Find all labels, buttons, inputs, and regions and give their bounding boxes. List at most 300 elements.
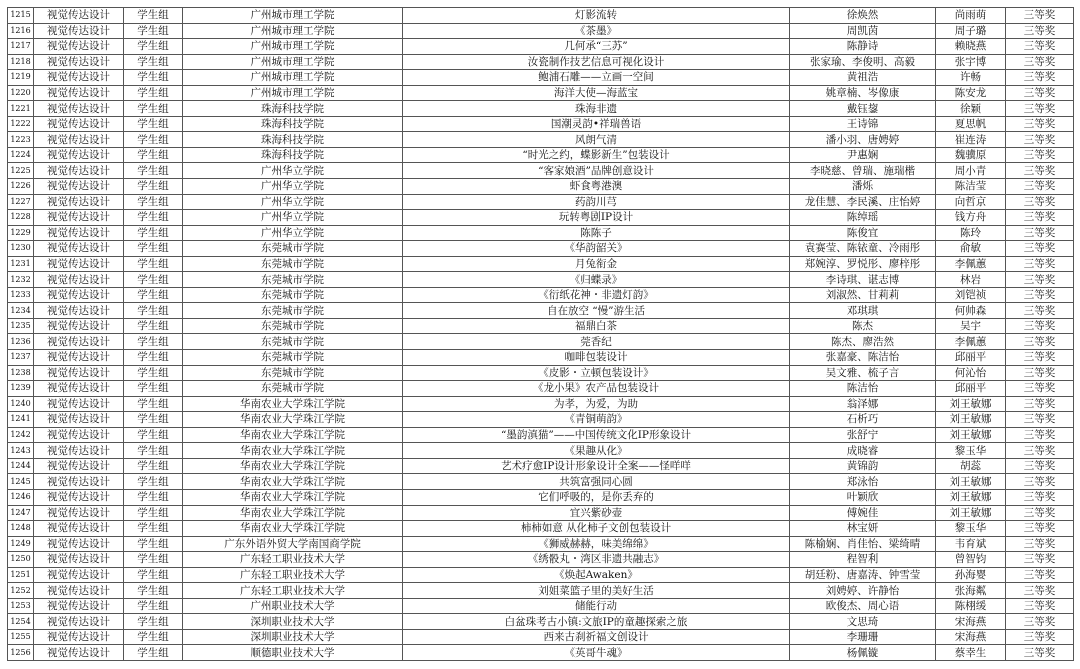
table-row — [8, 210, 1074, 226]
cell-group: 学生组 — [124, 396, 183, 412]
cell-category: 视觉传达设计 — [34, 645, 124, 661]
cell-category: 视觉传达设计 — [34, 458, 124, 474]
cell-group: 学生组 — [124, 241, 183, 257]
cell-group: 学生组 — [124, 412, 183, 428]
cell-award: 三等奖 — [1006, 210, 1074, 226]
cell-number: 1227 — [8, 194, 34, 210]
cell-advisor: 孙海婴 — [936, 567, 1006, 583]
cell-group: 学生组 — [124, 598, 183, 614]
cell-work-title: 宜兴紫砂壶 — [403, 505, 790, 521]
cell-school: 华南农业大学珠江学院 — [183, 458, 403, 474]
cell-work-title: “墨韵滇猫”——中国传统文化IP形象设计 — [403, 427, 790, 443]
cell-advisor: 张海粼 — [936, 583, 1006, 599]
cell-number: 1255 — [8, 629, 34, 645]
cell-number: 1256 — [8, 645, 34, 661]
cell-number: 1242 — [8, 427, 34, 443]
table-row — [8, 365, 1074, 381]
cell-category: 视觉传达设计 — [34, 54, 124, 70]
table-row — [8, 443, 1074, 459]
cell-work-title: 储能行动 — [403, 598, 790, 614]
cell-group: 学生组 — [124, 474, 183, 490]
cell-award: 三等奖 — [1006, 412, 1074, 428]
cell-award: 三等奖 — [1006, 489, 1074, 505]
cell-authors: 叶颖欣 — [790, 489, 936, 505]
cell-school: 东莞城市学院 — [183, 334, 403, 350]
cell-work-title: 珠海非遗 — [403, 101, 790, 117]
cell-school: 广东轻工职业技术大学 — [183, 567, 403, 583]
cell-school: 珠海科技学院 — [183, 101, 403, 117]
cell-award: 三等奖 — [1006, 381, 1074, 397]
cell-group: 学生组 — [124, 132, 183, 148]
cell-school: 华南农业大学珠江学院 — [183, 443, 403, 459]
cell-advisor: 林岩 — [936, 272, 1006, 288]
cell-award: 三等奖 — [1006, 614, 1074, 630]
cell-award: 三等奖 — [1006, 23, 1074, 39]
cell-authors: 袁赛莹、陈铱童、冷雨彤 — [790, 241, 936, 257]
cell-authors: 傅婉佳 — [790, 505, 936, 521]
table-row — [8, 458, 1074, 474]
cell-award: 三等奖 — [1006, 583, 1074, 599]
cell-number: 1244 — [8, 458, 34, 474]
cell-work-title: 《焕起Awaken》 — [403, 567, 790, 583]
cell-authors: 黄锦韵 — [790, 458, 936, 474]
cell-group: 学生组 — [124, 552, 183, 568]
cell-category: 视觉传达设计 — [34, 318, 124, 334]
table-row — [8, 412, 1074, 428]
cell-group: 学生组 — [124, 318, 183, 334]
cell-work-title: 陈陈子 — [403, 225, 790, 241]
cell-authors: 李晓慈、曾瑞、施瑞楷 — [790, 163, 936, 179]
table-row — [8, 39, 1074, 55]
cell-advisor: 刘王敏娜 — [936, 489, 1006, 505]
cell-school: 广州城市理工学院 — [183, 39, 403, 55]
cell-number: 1251 — [8, 567, 34, 583]
cell-group: 学生组 — [124, 303, 183, 319]
cell-authors: 邓琪琪 — [790, 303, 936, 319]
table-row — [8, 505, 1074, 521]
cell-category: 视觉传达设计 — [34, 23, 124, 39]
cell-advisor: 曾智钧 — [936, 552, 1006, 568]
cell-authors: 陈静诗 — [790, 39, 936, 55]
cell-award: 三等奖 — [1006, 85, 1074, 101]
cell-school: 东莞城市学院 — [183, 365, 403, 381]
cell-number: 1253 — [8, 598, 34, 614]
cell-work-title: 《归蝶录》 — [403, 272, 790, 288]
cell-group: 学生组 — [124, 272, 183, 288]
cell-number: 1230 — [8, 241, 34, 257]
cell-authors: 刘淑然、甘莉莉 — [790, 287, 936, 303]
cell-school: 东莞城市学院 — [183, 256, 403, 272]
cell-authors: 程智利 — [790, 552, 936, 568]
cell-school: 广东外语外贸大学南国商学院 — [183, 536, 403, 552]
cell-award: 三等奖 — [1006, 287, 1074, 303]
cell-award: 三等奖 — [1006, 101, 1074, 117]
cell-school: 广州华立学院 — [183, 179, 403, 195]
cell-authors: 陈洁怡 — [790, 381, 936, 397]
cell-number: 1247 — [8, 505, 34, 521]
table-row — [8, 70, 1074, 86]
cell-advisor: 夏思帆 — [936, 116, 1006, 132]
cell-advisor: 黎玉华 — [936, 443, 1006, 459]
cell-category: 视觉传达设计 — [34, 163, 124, 179]
table-row — [8, 645, 1074, 661]
cell-authors: 林宝妍 — [790, 521, 936, 537]
cell-school: 东莞城市学院 — [183, 303, 403, 319]
cell-number: 1231 — [8, 256, 34, 272]
table-row — [8, 225, 1074, 241]
cell-category: 视觉传达设计 — [34, 256, 124, 272]
cell-number: 1250 — [8, 552, 34, 568]
table-row — [8, 598, 1074, 614]
cell-group: 学生组 — [124, 536, 183, 552]
cell-award: 三等奖 — [1006, 163, 1074, 179]
cell-category: 视觉传达设计 — [34, 598, 124, 614]
table-row — [8, 23, 1074, 39]
cell-award: 三等奖 — [1006, 272, 1074, 288]
cell-work-title: 风朗气清 — [403, 132, 790, 148]
table-row — [8, 552, 1074, 568]
cell-work-title: 《茶墨》 — [403, 23, 790, 39]
cell-school: 东莞城市学院 — [183, 241, 403, 257]
table-row — [8, 303, 1074, 319]
cell-school: 深圳职业技术大学 — [183, 629, 403, 645]
cell-category: 视觉传达设计 — [34, 629, 124, 645]
cell-category: 视觉传达设计 — [34, 116, 124, 132]
table-row — [8, 396, 1074, 412]
cell-category: 视觉传达设计 — [34, 583, 124, 599]
cell-award: 三等奖 — [1006, 474, 1074, 490]
cell-award: 三等奖 — [1006, 8, 1074, 24]
cell-advisor: 崔连涛 — [936, 132, 1006, 148]
cell-number: 1252 — [8, 583, 34, 599]
cell-group: 学生组 — [124, 629, 183, 645]
cell-work-title: 西来古刹祈福文创设计 — [403, 629, 790, 645]
cell-group: 学生组 — [124, 458, 183, 474]
cell-school: 东莞城市学院 — [183, 318, 403, 334]
cell-number: 1241 — [8, 412, 34, 428]
table-row — [8, 427, 1074, 443]
cell-group: 学生组 — [124, 614, 183, 630]
table-row — [8, 147, 1074, 163]
cell-group: 学生组 — [124, 23, 183, 39]
cell-work-title: 《果趣从化》 — [403, 443, 790, 459]
cell-school: 华南农业大学珠江学院 — [183, 396, 403, 412]
cell-advisor: 向哲京 — [936, 194, 1006, 210]
cell-category: 视觉传达设计 — [34, 194, 124, 210]
cell-work-title: 《龙小果》农产品包装设计 — [403, 381, 790, 397]
table-row — [8, 116, 1074, 132]
cell-category: 视觉传达设计 — [34, 39, 124, 55]
cell-number: 1240 — [8, 396, 34, 412]
cell-category: 视觉传达设计 — [34, 287, 124, 303]
cell-category: 视觉传达设计 — [34, 443, 124, 459]
cell-award: 三等奖 — [1006, 70, 1074, 86]
table-row — [8, 583, 1074, 599]
cell-advisor: 邱丽平 — [936, 350, 1006, 366]
cell-group: 学生组 — [124, 287, 183, 303]
cell-school: 珠海科技学院 — [183, 116, 403, 132]
cell-school: 华南农业大学珠江学院 — [183, 412, 403, 428]
table-row — [8, 287, 1074, 303]
cell-authors: 张舒宁 — [790, 427, 936, 443]
cell-authors: 文思琦 — [790, 614, 936, 630]
cell-group: 学生组 — [124, 225, 183, 241]
cell-advisor: 陈玲 — [936, 225, 1006, 241]
cell-category: 视觉传达设计 — [34, 210, 124, 226]
cell-number: 1221 — [8, 101, 34, 117]
cell-award: 三等奖 — [1006, 54, 1074, 70]
cell-school: 广州职业技术大学 — [183, 598, 403, 614]
cell-category: 视觉传达设计 — [34, 396, 124, 412]
cell-award: 三等奖 — [1006, 443, 1074, 459]
cell-authors: 成晓睿 — [790, 443, 936, 459]
cell-work-title: 虾食粤港澳 — [403, 179, 790, 195]
cell-work-title: “客家娘酒”品牌创意设计 — [403, 163, 790, 179]
cell-category: 视觉传达设计 — [34, 412, 124, 428]
cell-group: 学生组 — [124, 381, 183, 397]
cell-award: 三等奖 — [1006, 552, 1074, 568]
cell-advisor: 刘王敏娜 — [936, 396, 1006, 412]
cell-authors: 李诗琪、谌志博 — [790, 272, 936, 288]
cell-authors: 李珊珊 — [790, 629, 936, 645]
cell-advisor: 张宇博 — [936, 54, 1006, 70]
cell-group: 学生组 — [124, 39, 183, 55]
cell-number: 1234 — [8, 303, 34, 319]
cell-advisor: 周子璐 — [936, 23, 1006, 39]
table-row — [8, 381, 1074, 397]
table-row — [8, 179, 1074, 195]
cell-number: 1215 — [8, 8, 34, 24]
cell-category: 视觉传达设计 — [34, 272, 124, 288]
cell-group: 学生组 — [124, 116, 183, 132]
table-row — [8, 132, 1074, 148]
cell-advisor: 刘王敏娜 — [936, 505, 1006, 521]
cell-work-title: 白盆珠考古小镇:文旅IP的童趣探索之旅 — [403, 614, 790, 630]
cell-number: 1239 — [8, 381, 34, 397]
cell-advisor: 陈安龙 — [936, 85, 1006, 101]
cell-category: 视觉传达设计 — [34, 8, 124, 24]
cell-authors: 石析巧 — [790, 412, 936, 428]
cell-category: 视觉传达设计 — [34, 334, 124, 350]
cell-advisor: 韦育斌 — [936, 536, 1006, 552]
cell-school: 东莞城市学院 — [183, 381, 403, 397]
cell-category: 视觉传达设计 — [34, 85, 124, 101]
cell-group: 学生组 — [124, 194, 183, 210]
cell-school: 珠海科技学院 — [183, 147, 403, 163]
cell-award: 三等奖 — [1006, 350, 1074, 366]
cell-category: 视觉传达设计 — [34, 381, 124, 397]
cell-school: 广州城市理工学院 — [183, 85, 403, 101]
cell-number: 1248 — [8, 521, 34, 537]
cell-school: 广州华立学院 — [183, 163, 403, 179]
cell-award: 三等奖 — [1006, 334, 1074, 350]
cell-work-title: 《绣骰丸・湾区非遗共融志》 — [403, 552, 790, 568]
cell-award: 三等奖 — [1006, 147, 1074, 163]
cell-number: 1232 — [8, 272, 34, 288]
cell-number: 1243 — [8, 443, 34, 459]
table-row — [8, 474, 1074, 490]
cell-advisor: 徐颖 — [936, 101, 1006, 117]
cell-award: 三等奖 — [1006, 567, 1074, 583]
cell-advisor: 尚雨萌 — [936, 8, 1006, 24]
cell-group: 学生组 — [124, 210, 183, 226]
cell-advisor: 黎玉华 — [936, 521, 1006, 537]
cell-authors: 王诗锦 — [790, 116, 936, 132]
table-row — [8, 521, 1074, 537]
cell-authors: 张家瑜、李俊明、高毅 — [790, 54, 936, 70]
cell-advisor: 许畅 — [936, 70, 1006, 86]
cell-group: 学生组 — [124, 365, 183, 381]
table-row — [8, 536, 1074, 552]
cell-category: 视觉传达设计 — [34, 132, 124, 148]
cell-advisor: 陈栩缓 — [936, 598, 1006, 614]
award-table-body — [8, 8, 1074, 661]
cell-authors: 戴钰鋆 — [790, 101, 936, 117]
award-list-sheet — [7, 7, 1073, 661]
cell-advisor: 李佩蕙 — [936, 256, 1006, 272]
cell-work-title: 《英哥牛魂》 — [403, 645, 790, 661]
cell-work-title: 鲍浦石雕——立画一空间 — [403, 70, 790, 86]
cell-authors: 欧俊杰、周心语 — [790, 598, 936, 614]
cell-number: 1233 — [8, 287, 34, 303]
cell-award: 三等奖 — [1006, 629, 1074, 645]
cell-work-title: 《青铜萌韵》 — [403, 412, 790, 428]
cell-group: 学生组 — [124, 567, 183, 583]
cell-work-title: 《华韵韶关》 — [403, 241, 790, 257]
cell-group: 学生组 — [124, 489, 183, 505]
table-row — [8, 101, 1074, 117]
cell-authors: 刘娉婷、许静怡 — [790, 583, 936, 599]
cell-work-title: 国潮灵韵•祥瑞兽语 — [403, 116, 790, 132]
cell-work-title: 福鼎白茶 — [403, 318, 790, 334]
cell-award: 三等奖 — [1006, 427, 1074, 443]
cell-advisor: 赖晓燕 — [936, 39, 1006, 55]
cell-group: 学生组 — [124, 505, 183, 521]
cell-work-title: 柿柿如意 从化柿子文创包装设计 — [403, 521, 790, 537]
cell-group: 学生组 — [124, 101, 183, 117]
cell-number: 1219 — [8, 70, 34, 86]
cell-award: 三等奖 — [1006, 194, 1074, 210]
cell-school: 顺德职业技术大学 — [183, 645, 403, 661]
cell-advisor: 魏骥原 — [936, 147, 1006, 163]
cell-category: 视觉传达设计 — [34, 567, 124, 583]
cell-authors: 潘烁 — [790, 179, 936, 195]
cell-award: 三等奖 — [1006, 521, 1074, 537]
table-row — [8, 85, 1074, 101]
cell-work-title: 莞香纪 — [403, 334, 790, 350]
table-row — [8, 318, 1074, 334]
cell-award: 三等奖 — [1006, 396, 1074, 412]
cell-award: 三等奖 — [1006, 598, 1074, 614]
cell-work-title: 月兔衔金 — [403, 256, 790, 272]
cell-school: 广州华立学院 — [183, 194, 403, 210]
cell-advisor: 宋海燕 — [936, 614, 1006, 630]
cell-authors: 郑泳怡 — [790, 474, 936, 490]
cell-group: 学生组 — [124, 583, 183, 599]
cell-work-title: 玩转粤剧IP设计 — [403, 210, 790, 226]
cell-work-title: “时光之约，蝶影新生”包装设计 — [403, 147, 790, 163]
cell-advisor: 陈洁莹 — [936, 179, 1006, 195]
cell-number: 1223 — [8, 132, 34, 148]
cell-work-title: 《皮影・立顿包装设计》 — [403, 365, 790, 381]
cell-group: 学生组 — [124, 85, 183, 101]
cell-number: 1254 — [8, 614, 34, 630]
cell-school: 东莞城市学院 — [183, 272, 403, 288]
cell-category: 视觉传达设计 — [34, 474, 124, 490]
cell-authors: 周凯茵 — [790, 23, 936, 39]
cell-work-title: 咖啡包装设计 — [403, 350, 790, 366]
cell-advisor: 钱方舟 — [936, 210, 1006, 226]
cell-school: 华南农业大学珠江学院 — [183, 474, 403, 490]
cell-school: 华南农业大学珠江学院 — [183, 505, 403, 521]
cell-work-title: 艺术疗愈IP设计形象设计全案——怪咩咩 — [403, 458, 790, 474]
cell-award: 三等奖 — [1006, 505, 1074, 521]
cell-advisor: 宋海燕 — [936, 629, 1006, 645]
cell-school: 广州城市理工学院 — [183, 23, 403, 39]
cell-school: 广州华立学院 — [183, 225, 403, 241]
table-row — [8, 629, 1074, 645]
cell-school: 广东轻工职业技术大学 — [183, 583, 403, 599]
cell-category: 视觉传达设计 — [34, 365, 124, 381]
table-row — [8, 241, 1074, 257]
cell-number: 1216 — [8, 23, 34, 39]
cell-school: 广东轻工职业技术大学 — [183, 552, 403, 568]
cell-authors: 陈杰 — [790, 318, 936, 334]
cell-school: 深圳职业技术大学 — [183, 614, 403, 630]
cell-category: 视觉传达设计 — [34, 179, 124, 195]
cell-category: 视觉传达设计 — [34, 489, 124, 505]
cell-number: 1249 — [8, 536, 34, 552]
cell-advisor: 李佩蕙 — [936, 334, 1006, 350]
cell-advisor: 何沁怡 — [936, 365, 1006, 381]
cell-school: 华南农业大学珠江学院 — [183, 521, 403, 537]
award-table — [7, 7, 1074, 661]
cell-work-title: 灯影流转 — [403, 8, 790, 24]
cell-group: 学生组 — [124, 443, 183, 459]
cell-authors: 翁泽娜 — [790, 396, 936, 412]
cell-group: 学生组 — [124, 70, 183, 86]
cell-advisor: 刘铠祯 — [936, 287, 1006, 303]
cell-number: 1229 — [8, 225, 34, 241]
cell-category: 视觉传达设计 — [34, 552, 124, 568]
cell-award: 三等奖 — [1006, 318, 1074, 334]
cell-award: 三等奖 — [1006, 303, 1074, 319]
table-row — [8, 54, 1074, 70]
cell-school: 珠海科技学院 — [183, 132, 403, 148]
cell-advisor: 刘王敏娜 — [936, 412, 1006, 428]
cell-school: 广州城市理工学院 — [183, 70, 403, 86]
cell-number: 1226 — [8, 179, 34, 195]
cell-authors: 潘小羽、唐娉婷 — [790, 132, 936, 148]
cell-school: 广州华立学院 — [183, 210, 403, 226]
cell-category: 视觉传达设计 — [34, 101, 124, 117]
cell-category: 视觉传达设计 — [34, 303, 124, 319]
cell-award: 三等奖 — [1006, 225, 1074, 241]
cell-group: 学生组 — [124, 256, 183, 272]
table-row — [8, 8, 1074, 24]
cell-number: 1246 — [8, 489, 34, 505]
cell-advisor: 刘王敏娜 — [936, 474, 1006, 490]
cell-number: 1235 — [8, 318, 34, 334]
cell-number: 1237 — [8, 350, 34, 366]
cell-authors: 姚章楠、岑像康 — [790, 85, 936, 101]
cell-group: 学生组 — [124, 54, 183, 70]
cell-work-title: 自在放空 “慢”游生活 — [403, 303, 790, 319]
cell-category: 视觉传达设计 — [34, 614, 124, 630]
cell-work-title: 为孝，为爱，为助 — [403, 396, 790, 412]
cell-work-title: 《衍纸花神・非遗灯韵》 — [403, 287, 790, 303]
cell-award: 三等奖 — [1006, 241, 1074, 257]
